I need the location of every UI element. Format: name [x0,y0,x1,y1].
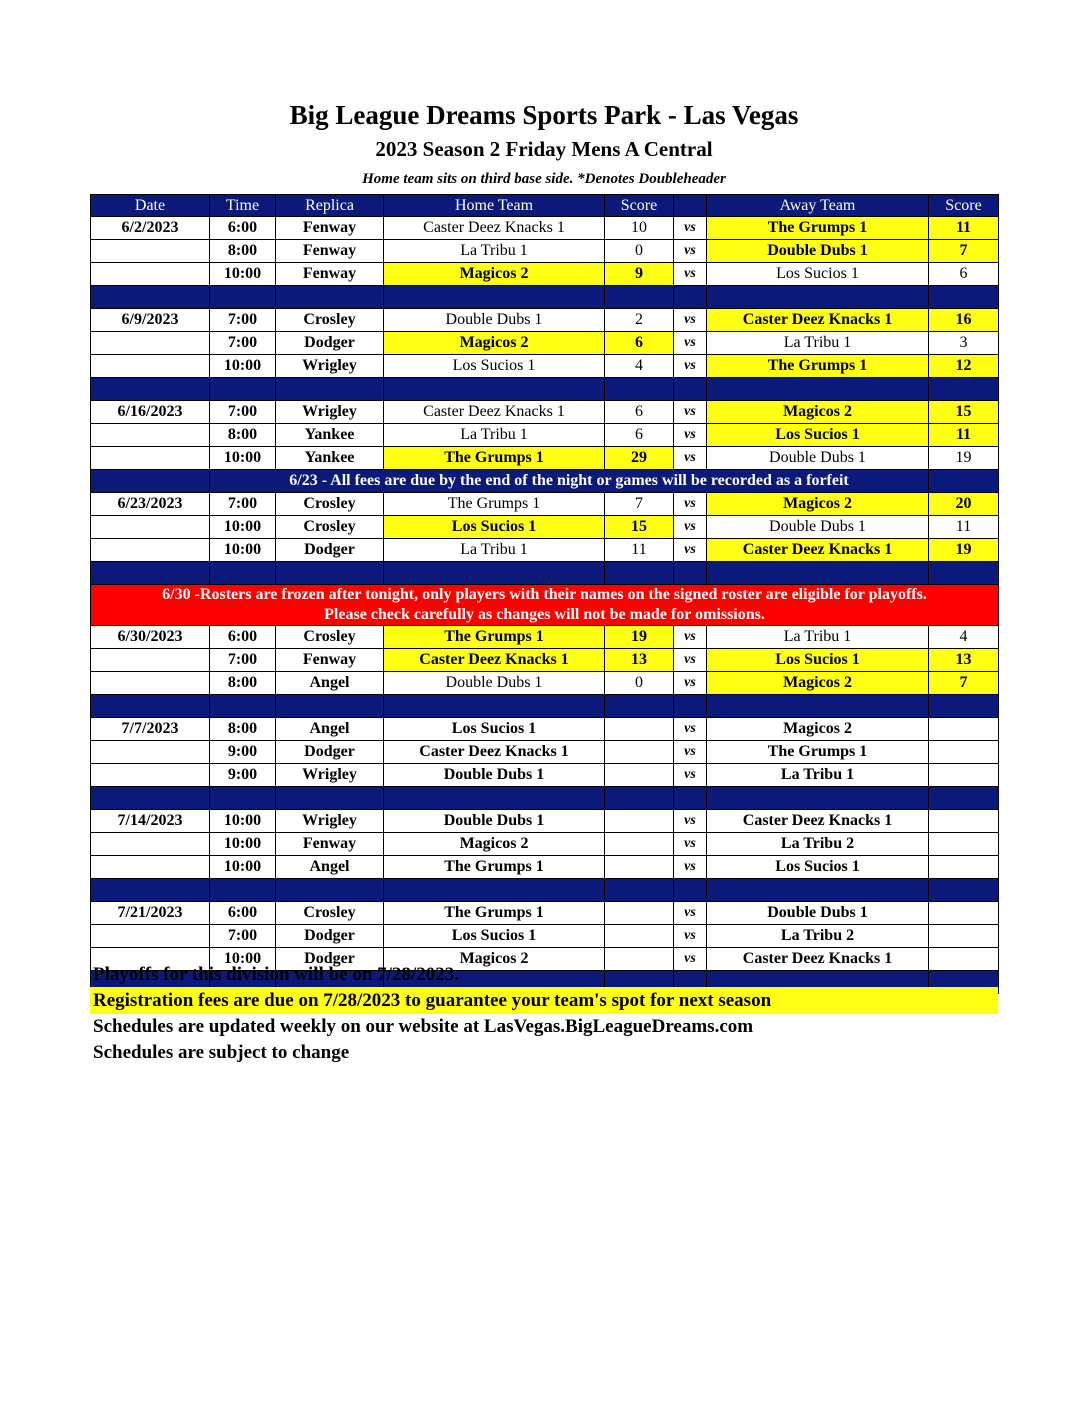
game-time: 7:00 [210,649,276,672]
home-score [605,833,674,856]
vs-label: vs [674,672,707,695]
separator-cell [707,286,929,309]
separator-cell [210,787,276,810]
separator-cell [707,879,929,902]
away-team: Caster Deez Knacks 1 [707,948,929,971]
vs-label: vs [674,355,707,378]
game-date: 6/2/2023 [91,217,210,240]
game-time: 10:00 [210,810,276,833]
home-team: The Grumps 1 [384,626,605,649]
home-team: Los Sucios 1 [384,516,605,539]
doubleheader-note: Home team sits on third base side. *Denotes Doubleheader [362,171,726,187]
away-team: Double Dubs 1 [707,240,929,263]
vs-label: vs [674,516,707,539]
away-score [929,833,999,856]
vs-label: vs [674,948,707,971]
game-time: 8:00 [210,718,276,741]
separator-cell [929,378,999,401]
page-title: Big League Dreams Sports Park - Las Vegas [289,100,799,130]
away-team: Los Sucios 1 [707,649,929,672]
home-score: 0 [605,240,674,263]
game-time: 8:00 [210,240,276,263]
home-team: Caster Deez Knacks 1 [384,649,605,672]
away-score: 7 [929,672,999,695]
away-score: 3 [929,332,999,355]
notice-blank-cell [91,470,210,493]
game-row [91,401,999,424]
separator-cell [91,787,210,810]
home-team: Magicos 2 [384,263,605,286]
home-team: Double Dubs 1 [384,764,605,787]
separator-cell [276,286,384,309]
vs-label: vs [674,447,707,470]
home-score: 4 [605,355,674,378]
home-score: 9 [605,263,674,286]
away-score [929,902,999,925]
game-field: Crosley [276,309,384,332]
game-date [91,424,210,447]
game-row [91,902,999,925]
separator-cell [384,787,605,810]
vs-label: vs [674,741,707,764]
game-date: 6/16/2023 [91,401,210,424]
separator-cell [674,879,707,902]
game-date: 7/7/2023 [91,718,210,741]
away-team: Magicos 2 [707,672,929,695]
game-date [91,263,210,286]
game-date [91,447,210,470]
roster-notice-row [91,585,999,626]
game-date: 6/30/2023 [91,626,210,649]
roster-notice [91,585,999,626]
home-team: Los Sucios 1 [384,718,605,741]
away-score: 20 [929,493,999,516]
game-field: Crosley [276,626,384,649]
away-score [929,925,999,948]
game-row [91,447,999,470]
footer-subject: Schedules are subject to change [93,1042,350,1063]
away-score [929,764,999,787]
game-field: Crosley [276,902,384,925]
game-date [91,539,210,562]
vs-label: vs [674,902,707,925]
game-row [91,309,999,332]
vs-label: vs [674,493,707,516]
away-score: 4 [929,626,999,649]
home-team: Magicos 2 [384,332,605,355]
header-time: Time [210,195,276,217]
home-team: Los Sucios 1 [384,355,605,378]
game-date: 7/21/2023 [91,902,210,925]
home-score: 29 [605,447,674,470]
separator-cell [707,695,929,718]
separator-cell [674,787,707,810]
game-field: Fenway [276,240,384,263]
game-time: 10:00 [210,447,276,470]
vs-label: vs [674,649,707,672]
game-time: 7:00 [210,332,276,355]
game-date [91,856,210,879]
game-time: 10:00 [210,833,276,856]
home-score [605,948,674,971]
game-time: 10:00 [210,263,276,286]
away-score [929,741,999,764]
home-score [605,741,674,764]
separator-cell [210,286,276,309]
home-team: La Tribu 1 [384,424,605,447]
home-score [605,810,674,833]
away-team: Caster Deez Knacks 1 [707,539,929,562]
away-team: Magicos 2 [707,718,929,741]
home-team: La Tribu 1 [384,240,605,263]
game-row [91,856,999,879]
separator-cell [384,695,605,718]
separator-row [91,562,999,585]
separator-cell [707,787,929,810]
home-team: Magicos 2 [384,948,605,971]
away-team: The Grumps 1 [707,355,929,378]
game-row [91,355,999,378]
away-score: 19 [929,447,999,470]
game-field: Dodger [276,948,384,971]
home-score: 15 [605,516,674,539]
home-team: Caster Deez Knacks 1 [384,217,605,240]
separator-row [91,879,999,902]
separator-cell [210,562,276,585]
game-field: Dodger [276,539,384,562]
vs-label: vs [674,856,707,879]
game-field: Wrigley [276,355,384,378]
home-score [605,925,674,948]
game-row [91,539,999,562]
table-header-row [91,195,999,217]
separator-cell [929,879,999,902]
away-team: Los Sucios 1 [707,856,929,879]
away-score [929,856,999,879]
separator-cell [91,286,210,309]
game-field: Fenway [276,263,384,286]
away-team: La Tribu 1 [707,332,929,355]
separator-cell [605,562,674,585]
game-field: Angel [276,856,384,879]
separator-cell [674,286,707,309]
game-time: 6:00 [210,626,276,649]
away-score [929,948,999,971]
away-team: Double Dubs 1 [707,516,929,539]
away-team: Los Sucios 1 [707,263,929,286]
vs-label: vs [674,240,707,263]
game-row [91,332,999,355]
away-score: 11 [929,217,999,240]
separator-cell [605,695,674,718]
separator-cell [91,695,210,718]
game-date: 6/23/2023 [91,493,210,516]
separator-cell [929,286,999,309]
header-home-team: Home Team [384,195,605,217]
separator-cell [276,879,384,902]
header-date: Date [91,195,210,217]
game-field: Angel [276,718,384,741]
home-score: 2 [605,309,674,332]
home-score: 7 [605,493,674,516]
separator-cell [384,286,605,309]
game-field: Wrigley [276,401,384,424]
away-score: 11 [929,516,999,539]
roster-notice-line2: Please check carefully as changes will not be made for omissions. [324,606,765,623]
separator-cell [929,695,999,718]
game-date [91,355,210,378]
away-team: Caster Deez Knacks 1 [707,309,929,332]
game-row [91,626,999,649]
separator-cell [929,787,999,810]
header-replica: Replica [276,195,384,217]
game-time: 9:00 [210,741,276,764]
home-team: Double Dubs 1 [384,810,605,833]
game-row [91,672,999,695]
game-field: Fenway [276,833,384,856]
game-date [91,833,210,856]
home-team: The Grumps 1 [384,856,605,879]
separator-cell [605,879,674,902]
separator-cell [674,378,707,401]
separator-cell [384,562,605,585]
game-row [91,925,999,948]
home-score: 13 [605,649,674,672]
away-team: The Grumps 1 [707,217,929,240]
game-date [91,925,210,948]
separator-cell [276,378,384,401]
home-score: 6 [605,424,674,447]
separator-cell [276,787,384,810]
header-home-score: Score [605,195,674,217]
away-score: 15 [929,401,999,424]
roster-notice-line1: 6/30 -Rosters are frozen after tonight, only players with their names on the signed roster are eligible for playoffs. [162,586,927,603]
separator-cell [674,695,707,718]
game-time: 9:00 [210,764,276,787]
vs-label: vs [674,539,707,562]
separator-cell [707,378,929,401]
separator-cell [91,378,210,401]
separator-cell [384,378,605,401]
game-field: Yankee [276,424,384,447]
vs-label: vs [674,309,707,332]
away-score [929,810,999,833]
vs-label: vs [674,217,707,240]
vs-label: vs [674,401,707,424]
away-score: 12 [929,355,999,378]
game-field: Fenway [276,649,384,672]
home-score: 0 [605,672,674,695]
game-time: 10:00 [210,948,276,971]
away-team: Magicos 2 [707,493,929,516]
game-field: Crosley [276,516,384,539]
home-team: La Tribu 1 [384,539,605,562]
away-score: 16 [929,309,999,332]
game-row [91,424,999,447]
game-time: 7:00 [210,493,276,516]
home-team: Double Dubs 1 [384,672,605,695]
home-team: Double Dubs 1 [384,309,605,332]
game-row [91,810,999,833]
footer-playoffs: Playoffs for this division will be on 7/28/2023. [93,964,459,985]
game-date [91,240,210,263]
away-team: La Tribu 2 [707,833,929,856]
game-row [91,718,999,741]
game-time: 7:00 [210,309,276,332]
separator-row [91,695,999,718]
game-date [91,516,210,539]
game-row [91,516,999,539]
game-field: Dodger [276,741,384,764]
separator-cell [210,378,276,401]
game-time: 6:00 [210,902,276,925]
home-team: Magicos 2 [384,833,605,856]
game-field: Dodger [276,332,384,355]
game-time: 10:00 [210,856,276,879]
away-score: 13 [929,649,999,672]
away-team: La Tribu 1 [707,626,929,649]
home-score [605,764,674,787]
header-vs [674,195,707,217]
separator-cell [605,787,674,810]
page-subtitle: 2023 Season 2 Friday Mens A Central [375,137,713,161]
game-date [91,649,210,672]
home-team: Caster Deez Knacks 1 [384,401,605,424]
away-team: Caster Deez Knacks 1 [707,810,929,833]
game-row [91,240,999,263]
game-date: 7/14/2023 [91,810,210,833]
separator-cell [707,562,929,585]
separator-cell [91,879,210,902]
home-score: 19 [605,626,674,649]
separator-cell [929,562,999,585]
separator-cell [276,562,384,585]
game-row [91,217,999,240]
game-date [91,672,210,695]
game-field: Dodger [276,925,384,948]
game-date [91,332,210,355]
away-score: 7 [929,240,999,263]
home-score: 10 [605,217,674,240]
game-time: 8:00 [210,424,276,447]
away-score: 19 [929,539,999,562]
separator-cell [210,695,276,718]
vs-label: vs [674,925,707,948]
game-field: Wrigley [276,810,384,833]
home-score: 11 [605,539,674,562]
schedule-body [91,217,999,994]
game-time: 7:00 [210,925,276,948]
game-date [91,741,210,764]
separator-cell [674,562,707,585]
home-score: 6 [605,332,674,355]
vs-label: vs [674,764,707,787]
game-row [91,741,999,764]
header-away-team: Away Team [707,195,929,217]
game-time: 8:00 [210,672,276,695]
vs-label: vs [674,332,707,355]
game-row [91,493,999,516]
game-field: Yankee [276,447,384,470]
away-score [929,718,999,741]
game-field: Angel [276,672,384,695]
separator-row [91,787,999,810]
home-team: Caster Deez Knacks 1 [384,741,605,764]
footer-website: Schedules are updated weekly on our website at LasVegas.BigLeagueDreams.com [93,1016,754,1037]
game-time: 10:00 [210,516,276,539]
away-score: 11 [929,424,999,447]
separator-cell [91,562,210,585]
away-team: Double Dubs 1 [707,902,929,925]
away-team: La Tribu 2 [707,925,929,948]
game-row [91,263,999,286]
home-team: The Grumps 1 [384,493,605,516]
away-team: Magicos 2 [707,401,929,424]
header-away-score: Score [929,195,999,217]
notice-blank-cell [929,470,999,493]
away-team: Los Sucios 1 [707,424,929,447]
game-row [91,764,999,787]
separator-row [91,378,999,401]
game-field: Crosley [276,493,384,516]
game-field: Wrigley [276,764,384,787]
home-team: The Grumps 1 [384,902,605,925]
fee-notice-row [91,470,999,493]
fee-notice: 6/23 - All fees are due by the end of the night or games will be recorded as a forfeit [210,470,929,493]
home-team: The Grumps 1 [384,447,605,470]
vs-label: vs [674,263,707,286]
away-team: The Grumps 1 [707,741,929,764]
vs-label: vs [674,810,707,833]
home-score [605,718,674,741]
away-team: La Tribu 1 [707,764,929,787]
separator-cell [605,378,674,401]
vs-label: vs [674,718,707,741]
away-team: Double Dubs 1 [707,447,929,470]
home-score [605,856,674,879]
schedule-table [90,194,999,994]
separator-cell [210,879,276,902]
game-row [91,649,999,672]
separator-cell [276,695,384,718]
game-row [91,833,999,856]
vs-label: vs [674,424,707,447]
game-time: 6:00 [210,217,276,240]
game-time: 7:00 [210,401,276,424]
game-field: Fenway [276,217,384,240]
game-time: 10:00 [210,539,276,562]
footer-registration: Registration fees are due on 7/28/2023 to guarantee your team's spot for next season [93,990,772,1011]
home-score [605,902,674,925]
home-team: Los Sucios 1 [384,925,605,948]
game-date: 6/9/2023 [91,309,210,332]
home-score: 6 [605,401,674,424]
separator-cell [605,286,674,309]
separator-row [91,286,999,309]
separator-cell [384,879,605,902]
vs-label: vs [674,833,707,856]
game-time: 10:00 [210,355,276,378]
vs-label: vs [674,626,707,649]
game-date [91,764,210,787]
away-score: 6 [929,263,999,286]
